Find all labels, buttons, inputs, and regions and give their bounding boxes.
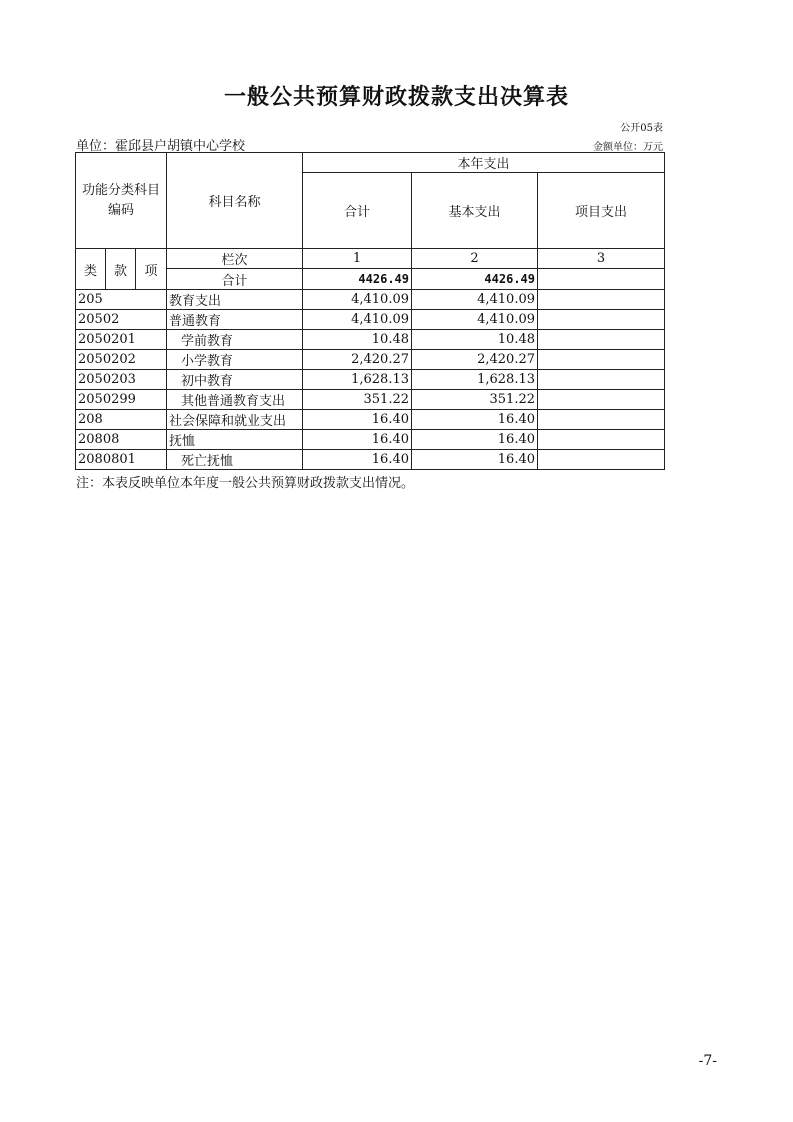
- header-kuan: 款: [105, 248, 136, 290]
- row-basic: 2,420.27: [411, 349, 538, 370]
- row-name: 抚恤: [166, 429, 303, 450]
- page-title: 一般公共预算财政拨款支出决算表: [223, 85, 569, 110]
- row-project: [537, 449, 665, 470]
- row-name: 小学教育: [166, 349, 303, 370]
- form-number: 公开05表: [620, 123, 663, 134]
- header-lei: 类: [75, 248, 106, 290]
- row-project: [537, 309, 665, 330]
- page-number: -7-: [698, 1053, 717, 1069]
- row-project: [537, 329, 665, 350]
- header-lanci: 栏次: [166, 248, 303, 269]
- row-project: [537, 429, 665, 450]
- row-total: 10.48: [302, 329, 412, 350]
- table-note: 注：本表反映单位本年度一般公共预算财政拨款支出情况。: [76, 476, 415, 491]
- header-this-year: 本年支出: [302, 152, 665, 173]
- header-project: 项目支出: [537, 172, 665, 249]
- row-project: [537, 369, 665, 390]
- row-basic: 4,410.09: [411, 309, 538, 330]
- row-project: [537, 349, 665, 370]
- row-total: 4,410.09: [302, 309, 412, 330]
- row-total: 2,420.27: [302, 349, 412, 370]
- row-total: 16.40: [302, 409, 412, 430]
- row-total: 16.40: [302, 429, 412, 450]
- row-project: [537, 389, 665, 410]
- row-name: 初中教育: [166, 369, 303, 390]
- row-name: 教育支出: [166, 289, 303, 310]
- row-code: 2050201: [75, 329, 167, 350]
- total-row-total: 4426.49: [302, 268, 412, 290]
- row-total: 351.22: [302, 389, 412, 410]
- header-name: 科目名称: [166, 152, 303, 249]
- total-row-project: [537, 268, 665, 290]
- header-code: 功能分类科目编码: [75, 152, 167, 249]
- row-code: 20808: [75, 429, 167, 450]
- row-name: 普通教育: [166, 309, 303, 330]
- row-basic: 10.48: [411, 329, 538, 350]
- row-project: [537, 409, 665, 430]
- row-project: [537, 289, 665, 310]
- total-row-label: 合计: [166, 268, 303, 290]
- header-total: 合计: [302, 172, 412, 249]
- row-total: 16.40: [302, 449, 412, 470]
- row-basic: 1,628.13: [411, 369, 538, 390]
- row-basic: 16.40: [411, 449, 538, 470]
- row-basic: 4,410.09: [411, 289, 538, 310]
- row-basic: 16.40: [411, 429, 538, 450]
- row-code: 2050202: [75, 349, 167, 370]
- row-code: 2080801: [75, 449, 167, 470]
- row-code: 208: [75, 409, 167, 430]
- header-col3: 3: [537, 248, 665, 269]
- amount-unit: 金额单位：万元: [593, 142, 663, 153]
- row-code: 2050299: [75, 389, 167, 410]
- row-total: 1,628.13: [302, 369, 412, 390]
- header-basic: 基本支出: [411, 172, 538, 249]
- row-basic: 351.22: [411, 389, 538, 410]
- row-code: 205: [75, 289, 167, 310]
- header-xiang: 项: [135, 248, 167, 290]
- header-col1: 1: [302, 248, 412, 269]
- row-code: 20502: [75, 309, 167, 330]
- header-col2: 2: [411, 248, 538, 269]
- unit-label: 单位：霍邱县户胡镇中心学校: [76, 139, 246, 154]
- row-name: 社会保障和就业支出: [166, 409, 303, 430]
- row-name: 学前教育: [166, 329, 303, 350]
- row-code: 2050203: [75, 369, 167, 390]
- row-name: 死亡抚恤: [166, 449, 303, 470]
- row-basic: 16.40: [411, 409, 538, 430]
- row-name: 其他普通教育支出: [166, 389, 303, 410]
- total-row-basic: 4426.49: [411, 268, 538, 290]
- row-total: 4,410.09: [302, 289, 412, 310]
